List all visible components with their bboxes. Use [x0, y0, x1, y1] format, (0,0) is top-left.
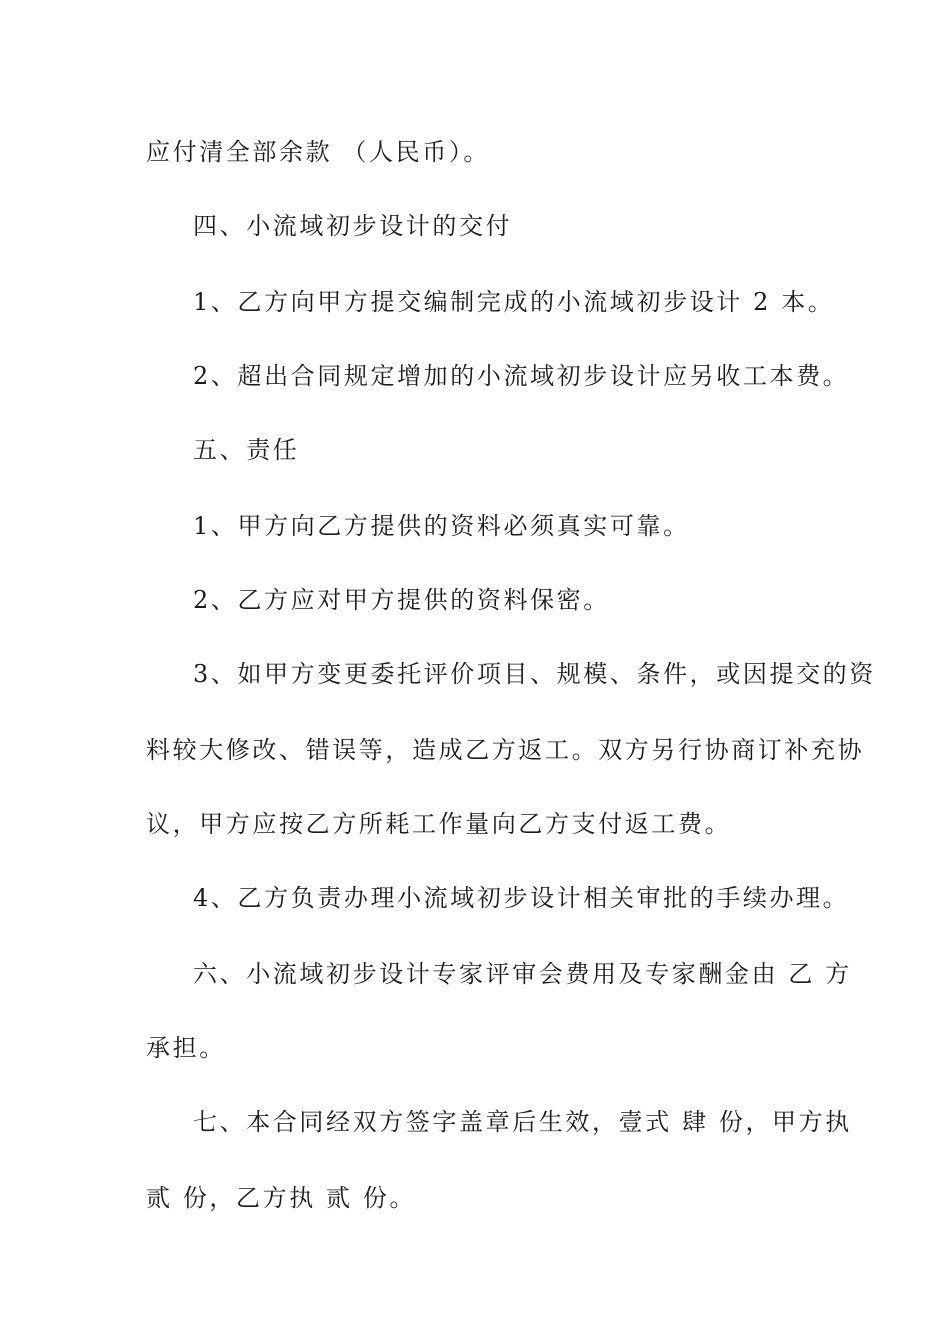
text-line: 贰 份，乙方执 贰 份。	[146, 1184, 417, 1212]
text-line: 4、乙方负责办理小流域初步设计相关审批的手续办理。	[193, 884, 850, 912]
text-line: 2、超出合同规定增加的小流域初步设计应另收工本费。	[193, 362, 850, 390]
text-line: 3、如甲方变更委托评价项目、规模、条件，或因提交的资	[193, 660, 876, 688]
text-line: 1、甲方向乙方提供的资料必须真实可靠。	[193, 512, 690, 540]
section-heading: 五、责任	[193, 436, 300, 464]
section-heading: 四、小流域初步设计的交付	[193, 212, 513, 240]
text-line: 议，甲方应按乙方所耗工作量向乙方支付返工费。	[146, 810, 732, 838]
section-heading: 七、本合同经双方签字盖章后生效，壹式 肆 份，甲方执	[193, 1108, 852, 1136]
text-line: 应付清全部余款 （人民币）。	[146, 138, 491, 166]
text-line: 承担。	[146, 1034, 226, 1062]
text-line: 料较大修改、错误等，造成乙方返工。双方另行协商订补充协	[146, 736, 865, 764]
text-line: 1、乙方向甲方提交编制完成的小流域初步设计 2 本。	[193, 288, 835, 316]
text-line: 2、乙方应对甲方提供的资料保密。	[193, 586, 610, 614]
section-heading: 六、小流域初步设计专家评审会费用及专家酬金由 乙 方	[193, 960, 852, 988]
